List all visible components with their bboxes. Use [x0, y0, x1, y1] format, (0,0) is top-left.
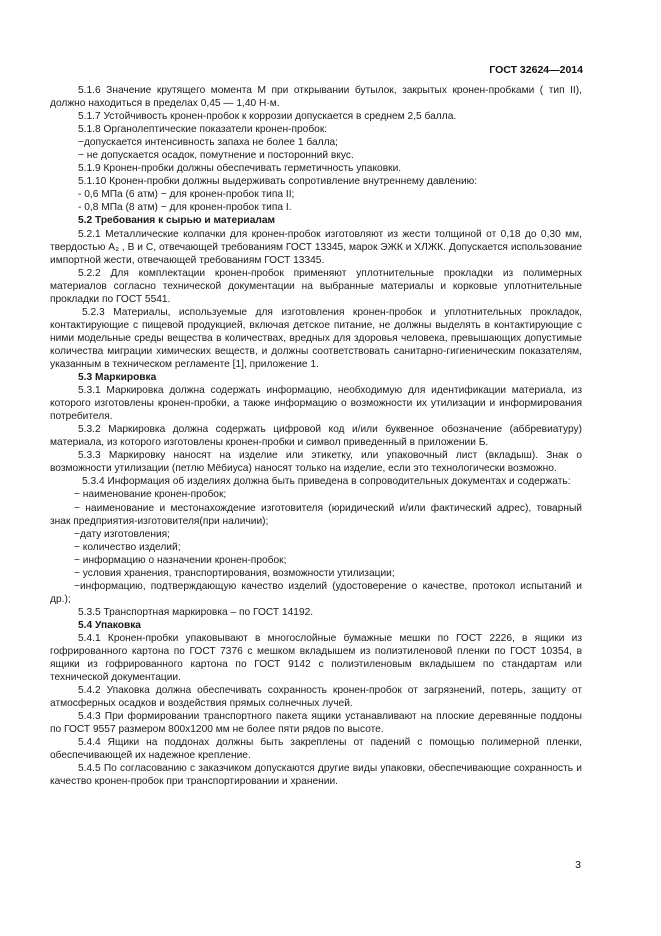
paragraph: − не допускается осадок, помутнение и посторонний вкус. [78, 150, 354, 162]
paragraph: 5.4.3 При формировании транспортного пакета ящики устанавливают на плоские деревянные поддоны по ГОСТ 9557 размером 800х1200 мм не более пяти рядов по высоте. [50, 711, 582, 736]
paragraph: − наименование и местонахождение изготовителя (юридический и/или фактический адрес), товарный знак предприятия-изготовителя(при наличии); [50, 502, 582, 527]
paragraph: −дату изготовления; [74, 528, 171, 540]
paragraph: −информацию, подтверждающую качество изделий (удостоверение о качестве, протокол испытаний и др.); [50, 580, 582, 605]
paragraph: 5.1.6 Значение крутящего момента М при открывании бутылок, закрытых кронен-пробками ( тип II), должно находиться в пределах 0,45 — 1,40 Н·м. [50, 85, 582, 110]
paragraph: 5.3.2 Маркировка должна содержать цифровой код и/или буквенное обозначение (аббревиатуру) материала, из которого изготовлены кронен-пробки и символ приведенный в приложении Б. [50, 424, 582, 449]
paragraph: - 0,6 МПа (6 атм) − для кронен-пробок типа II; [78, 189, 295, 201]
paragraph: - 0,8 МПа (8 атм) − для кронен-пробок типа I. [78, 202, 292, 214]
paragraph: 5.3.5 Транспортная маркировка – по ГОСТ 14192. [78, 606, 314, 618]
document-body [50, 84, 582, 789]
paragraph: 5.3.3 Маркировку наносят на изделие или этикетку, или упаковочный лист (вкладыш). Знак о возможности утилизации (петлю Мёбиуса) наносят только на изделие, если это технологически возможно. [50, 450, 582, 475]
paragraph: 5.4.2 Упаковка должна обеспечивать сохранность кронен-пробок от загрязнений, потерь, защиту от атмосферных осадков и воздействия прямых солнечных лучей. [50, 685, 582, 710]
paragraph: 5.4.1 Кронен-пробки упаковывают в многослойные бумажные мешки по ГОСТ 2226, в ящики из гофрированного картона по ГОСТ 7376 с мешком вкладышем из полиэтиленовой пленки по ГОСТ 10354, в ящики из гофрированного картона по ГОСТ 9142 с полиэтиленовым вкладышем по стандартам или технической документации. [50, 632, 582, 684]
paragraph: − наименование кронен-пробок; [74, 489, 227, 501]
paragraph: − условия хранения, транспортирования, возможности утилизации; [74, 567, 395, 579]
section-heading: 5.3 Маркировка [78, 372, 157, 384]
paragraph: − информацию о назначении кронен-пробок; [74, 554, 287, 566]
paragraph: 5.2.2 Для комплектации кронен-пробок применяют уплотнительные прокладки из полимерных материалов согласно технической документации на выбранные материалы и корковые уплотнительные прокладки по ГОСТ 5541. [50, 267, 582, 305]
paragraph: 5.1.10 Кронен-пробки должны выдерживать сопротивление внутреннему давлению: [78, 176, 478, 188]
paragraph: 5.4.4 Ящики на поддонах должны быть закреплены от падений с помощью полимерной пленки, обеспечивающей их надежное крепление. [50, 737, 582, 762]
paragraph: 5.3.4 Информация об изделиях должна быть приведена в сопроводительных документах и содержать: [82, 476, 571, 488]
page-number: 3 [575, 859, 581, 871]
paragraph: 5.1.8 Органолептические показатели кронен-пробок: [78, 124, 328, 136]
paragraph: −допускается интенсивность запаха не более 1 балла; [78, 137, 339, 149]
paragraph: 5.2.3 Материалы, используемые для изготовления кронен-пробок и уплотнительных прокладок, контактирующие с пищевой продукцией, включая детское питание, не должны выделять в контактирующие с ними модельные среды вещества в количествах, вредных для здоровья человека, превышающих допустимые количества миграции химических веществ, и должны соответствовать санитарно-гигиеническим показателям, указанным в техническом регламенте [1], приложение 1. [50, 306, 582, 370]
paragraph: 5.2.1 Металлические колпачки для кронен-пробок изготовляют из жести толщиной от 0,18 до 0,30 мм, твердостью А₂ , В и С, отвечающей требованиям ГОСТ 13345, марок ЭЖК и ХЛЖК. Допускается использование импортной жести, отвечающей требованиям ГОСТ 13345. [50, 228, 582, 266]
paragraph: 5.1.9 Кронен-пробки должны обеспечивать герметичность упаковки. [78, 163, 402, 175]
paragraph: 5.3.1 Маркировка должна содержать информацию, необходимую для идентификации материала, из которого изготовлены кронен-пробки, а также информацию о возможности их утилизации и информирования потребителя. [50, 385, 582, 423]
paragraph: − количество изделий; [74, 541, 181, 553]
section-heading: 5.4 Упаковка [78, 619, 141, 631]
standard-header: ГОСТ 32624—2014 [489, 64, 583, 76]
paragraph: 5.1.7 Устойчивость кронен-пробок к коррозии допускается в среднем 2,5 балла. [78, 111, 457, 123]
paragraph: 5.4.5 По согласованию с заказчиком допускаются другие виды упаковки, обеспечивающие сохранность и качество кронен-пробок при транспортировании и хранении. [50, 763, 582, 788]
section-heading: 5.2 Требования к сырью и материалам [78, 215, 276, 227]
